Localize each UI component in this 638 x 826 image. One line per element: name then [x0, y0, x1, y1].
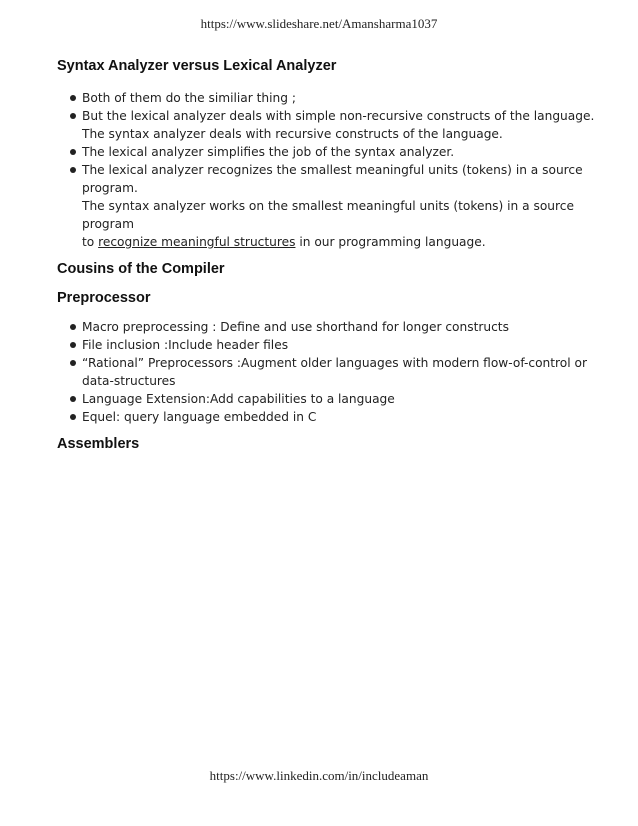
bullet-icon [70, 95, 76, 101]
list-item-text: The syntax analyzer works on the smallest meaningful units (tokens) in a source program [82, 199, 574, 231]
list-item [57, 354, 597, 390]
heading-assemblers: Assemblers [57, 436, 140, 452]
heading-preprocessor: Preprocessor [57, 290, 151, 306]
list-item-text: program. [82, 181, 138, 195]
bullet-icon [70, 396, 76, 402]
bullet-icon [70, 149, 76, 155]
document-content [57, 55, 597, 452]
header-url: https://www.slideshare.net/Amansharma1037 [200, 16, 438, 31]
text-suffix: in our programming language. [295, 235, 486, 249]
list-item [57, 89, 597, 107]
heading-syntax-vs-lexical: Syntax Analyzer versus Lexical Analyzer [57, 58, 337, 74]
list-item-text: The lexical analyzer recognizes the smallest meaningful units (tokens) in a source [82, 163, 583, 177]
recognize-meaningful-structures-link[interactable]: recognize meaningful structures [98, 235, 296, 249]
footer-url: https://www.linkedin.com/in/includeaman [209, 768, 429, 783]
list-item-text: Both of them do the similiar thing ; [82, 91, 296, 105]
bullet-icon [70, 167, 76, 173]
syntax-vs-lexical-list [57, 89, 597, 251]
bullet-icon [70, 360, 76, 366]
bullet-icon [70, 113, 76, 119]
list-item-text: Language Extension:Add capabilities to a language [82, 392, 395, 406]
heading-cousins-of-compiler: Cousins of the Compiler [57, 261, 225, 277]
list-item-text: File inclusion :Include header files [82, 338, 289, 352]
list-item [57, 390, 597, 408]
list-item [57, 161, 597, 251]
list-item-text: “Rational” Preprocessors :Augment older languages with modern flow-of-control or [82, 356, 587, 370]
list-item [57, 336, 597, 354]
list-item-text: The syntax analyzer deals with recursive constructs of the language. [82, 127, 503, 141]
list-item-text: data-structures [82, 374, 176, 388]
preprocessor-list [57, 318, 597, 426]
list-item-text [82, 233, 597, 251]
list-item-text: But the lexical analyzer deals with simple non-recursive constructs of the language. [82, 109, 595, 123]
bullet-icon [70, 324, 76, 330]
list-item [57, 408, 597, 426]
list-item [57, 107, 597, 143]
list-item-text: The lexical analyzer simplifies the job of the syntax analyzer. [82, 145, 455, 159]
list-item [57, 318, 597, 336]
bullet-icon [70, 342, 76, 348]
text-prefix: to [82, 235, 99, 249]
bullet-icon [70, 414, 76, 420]
list-item-text: Macro preprocessing : Define and use shorthand for longer constructs [82, 320, 509, 334]
list-item-text: Equel: query language embedded in C [82, 410, 317, 424]
list-item [57, 143, 597, 161]
